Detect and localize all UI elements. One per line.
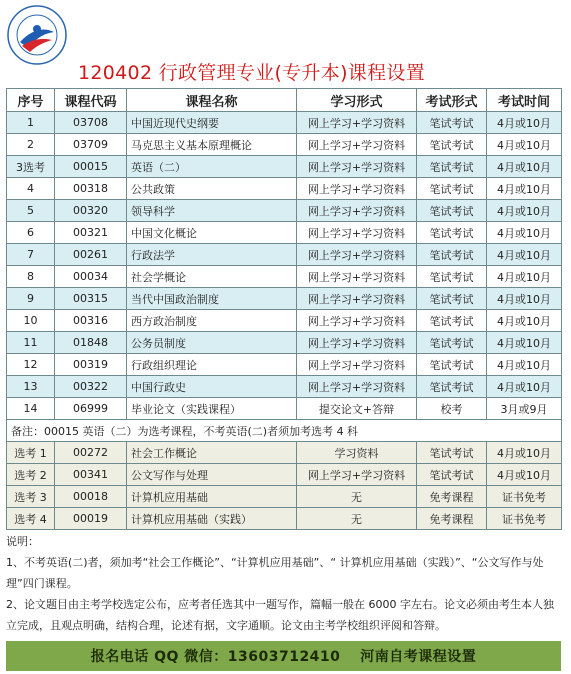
cell-no: 2	[7, 134, 55, 156]
elective-row	[7, 508, 562, 530]
cell-time: 4月或10月	[487, 134, 562, 156]
cell-form: 网上学习+学习资料	[297, 288, 417, 310]
cell-no: 8	[7, 266, 55, 288]
cell-name: 领导科学	[127, 200, 297, 222]
note-text: 备注：00015 英语（二）为选考课程，不考英语(二)者须加考选考 4 科	[7, 420, 562, 442]
elective-row	[7, 442, 562, 464]
cell-name: 中国文化概论	[127, 222, 297, 244]
course-row	[7, 156, 562, 178]
cell-exam: 笔试考试	[417, 310, 487, 332]
elective-row	[7, 486, 562, 508]
cell-no: 6	[7, 222, 55, 244]
cell-no: 5	[7, 200, 55, 222]
header-code: 课程代码	[55, 89, 127, 112]
header-no: 序号	[7, 89, 55, 112]
cell-form: 无	[297, 486, 417, 508]
cell-form: 无	[297, 508, 417, 530]
header-form: 学习形式	[297, 89, 417, 112]
cell-name: 毕业论文（实践课程）	[127, 398, 297, 420]
cell-name: 公共政策	[127, 178, 297, 200]
cell-form: 网上学习+学习资料	[297, 464, 417, 486]
course-row	[7, 310, 562, 332]
cell-code: 03708	[55, 112, 127, 134]
cell-name: 计算机应用基础（实践）	[127, 508, 297, 530]
cell-name: 英语（二）	[127, 156, 297, 178]
cell-code: 00315	[55, 288, 127, 310]
cell-exam: 笔试考试	[417, 222, 487, 244]
cell-time: 4月或10月	[487, 288, 562, 310]
cell-time: 4月或10月	[487, 376, 562, 398]
cell-name: 中国行政史	[127, 376, 297, 398]
cell-no: 选考 4	[7, 508, 55, 530]
cell-no: 选考 3	[7, 486, 55, 508]
course-row	[7, 244, 562, 266]
cell-time: 4月或10月	[487, 310, 562, 332]
cell-code: 01848	[55, 332, 127, 354]
explanation-block	[6, 531, 564, 636]
cell-form: 网上学习+学习资料	[297, 244, 417, 266]
cell-time: 4月或10月	[487, 178, 562, 200]
cell-exam: 笔试考试	[417, 288, 487, 310]
course-row	[7, 200, 562, 222]
cell-name: 行政法学	[127, 244, 297, 266]
course-row	[7, 222, 562, 244]
cell-no: 7	[7, 244, 55, 266]
cell-name: 公文写作与处理	[127, 464, 297, 486]
cell-code: 00321	[55, 222, 127, 244]
cell-no: 4	[7, 178, 55, 200]
cell-name: 行政组织理论	[127, 354, 297, 376]
course-row	[7, 112, 562, 134]
cell-code: 00019	[55, 508, 127, 530]
note-row	[7, 420, 562, 442]
contact-footer-banner: 报名电话 QQ 微信：13603712410 河南自考课程设置	[6, 641, 561, 671]
cell-exam: 免考课程	[417, 486, 487, 508]
cell-form: 网上学习+学习资料	[297, 156, 417, 178]
cell-code: 00015	[55, 156, 127, 178]
cell-exam: 笔试考试	[417, 332, 487, 354]
cell-time: 4月或10月	[487, 332, 562, 354]
cell-form: 网上学习+学习资料	[297, 200, 417, 222]
cell-time: 4月或10月	[487, 222, 562, 244]
course-row	[7, 178, 562, 200]
cell-exam: 笔试考试	[417, 244, 487, 266]
cell-form: 网上学习+学习资料	[297, 134, 417, 156]
cell-no: 选考 1	[7, 442, 55, 464]
cell-name: 马克思主义基本原理概论	[127, 134, 297, 156]
cell-form: 提交论文+答辩	[297, 398, 417, 420]
cell-code: 00272	[55, 442, 127, 464]
cell-exam: 笔试考试	[417, 266, 487, 288]
cell-code: 00322	[55, 376, 127, 398]
table-header-row	[7, 89, 562, 112]
cell-form: 网上学习+学习资料	[297, 332, 417, 354]
cell-exam: 笔试考试	[417, 464, 487, 486]
cell-time: 4月或10月	[487, 354, 562, 376]
cell-time: 3月或9月	[487, 398, 562, 420]
cell-time: 4月或10月	[487, 112, 562, 134]
cell-no: 9	[7, 288, 55, 310]
cell-exam: 笔试考试	[417, 442, 487, 464]
explanation-line-2: 2、论文题目由主考学校选定公布，应考者任选其中一题写作，篇幅一般在 6000 字左右。论文必须由考生本人独立完成，且观点明确，结构合理，论述有据，文字通顺。论文由主考学校组织评阅和答辩。	[6, 598, 554, 632]
cell-no: 13	[7, 376, 55, 398]
cell-time: 证书免考	[487, 508, 562, 530]
cell-code: 03709	[55, 134, 127, 156]
cell-time: 4月或10月	[487, 442, 562, 464]
cell-form: 网上学习+学习资料	[297, 376, 417, 398]
elective-row	[7, 464, 562, 486]
course-row	[7, 354, 562, 376]
cell-no: 3选考	[7, 156, 55, 178]
cell-time: 4月或10月	[487, 156, 562, 178]
course-row	[7, 376, 562, 398]
university-seal-logo	[6, 4, 68, 66]
cell-code: 00261	[55, 244, 127, 266]
cell-code: 00316	[55, 310, 127, 332]
cell-exam: 免考课程	[417, 508, 487, 530]
header-name: 课程名称	[127, 89, 297, 112]
cell-form: 网上学习+学习资料	[297, 222, 417, 244]
cell-form: 网上学习+学习资料	[297, 354, 417, 376]
cell-time: 4月或10月	[487, 244, 562, 266]
cell-name: 计算机应用基础	[127, 486, 297, 508]
course-row	[7, 266, 562, 288]
cell-code: 00341	[55, 464, 127, 486]
course-row	[7, 288, 562, 310]
cell-no: 10	[7, 310, 55, 332]
cell-no: 11	[7, 332, 55, 354]
cell-form: 网上学习+学习资料	[297, 310, 417, 332]
explanation-line-1: 1、不考英语(二)者，须加考“社会工作概论”、“计算机应用基础”、“ 计算机应用基础（实践）”、“公文写作与处理”四门课程。	[6, 556, 544, 590]
course-row	[7, 134, 562, 156]
cell-name: 中国近现代史纲要	[127, 112, 297, 134]
explanation-heading: 说明：	[6, 535, 39, 548]
page-title: 120402 行政管理专业(专升本)课程设置	[78, 62, 425, 84]
cell-exam: 笔试考试	[417, 200, 487, 222]
cell-name: 当代中国政治制度	[127, 288, 297, 310]
cell-no: 选考 2	[7, 464, 55, 486]
header-exam: 考试形式	[417, 89, 487, 112]
cell-code: 00318	[55, 178, 127, 200]
cell-no: 12	[7, 354, 55, 376]
cell-name: 西方政治制度	[127, 310, 297, 332]
course-row	[7, 398, 562, 420]
cell-name: 社会工作概论	[127, 442, 297, 464]
cell-code: 00018	[55, 486, 127, 508]
cell-exam: 笔试考试	[417, 134, 487, 156]
cell-exam: 校考	[417, 398, 487, 420]
cell-exam: 笔试考试	[417, 178, 487, 200]
cell-exam: 笔试考试	[417, 376, 487, 398]
cell-form: 网上学习+学习资料	[297, 178, 417, 200]
cell-name: 社会学概论	[127, 266, 297, 288]
cell-code: 06999	[55, 398, 127, 420]
course-row	[7, 332, 562, 354]
cell-time: 4月或10月	[487, 200, 562, 222]
cell-name: 公务员制度	[127, 332, 297, 354]
cell-no: 1	[7, 112, 55, 134]
cell-code: 00034	[55, 266, 127, 288]
header-time: 考试时间	[487, 89, 562, 112]
cell-no: 14	[7, 398, 55, 420]
cell-time: 4月或10月	[487, 464, 562, 486]
cell-code: 00319	[55, 354, 127, 376]
cell-code: 00320	[55, 200, 127, 222]
cell-time: 证书免考	[487, 486, 562, 508]
cell-form: 学习资料	[297, 442, 417, 464]
cell-exam: 笔试考试	[417, 156, 487, 178]
course-table	[6, 88, 562, 530]
cell-form: 网上学习+学习资料	[297, 112, 417, 134]
cell-exam: 笔试考试	[417, 112, 487, 134]
cell-form: 网上学习+学习资料	[297, 266, 417, 288]
cell-time: 4月或10月	[487, 266, 562, 288]
cell-exam: 笔试考试	[417, 354, 487, 376]
